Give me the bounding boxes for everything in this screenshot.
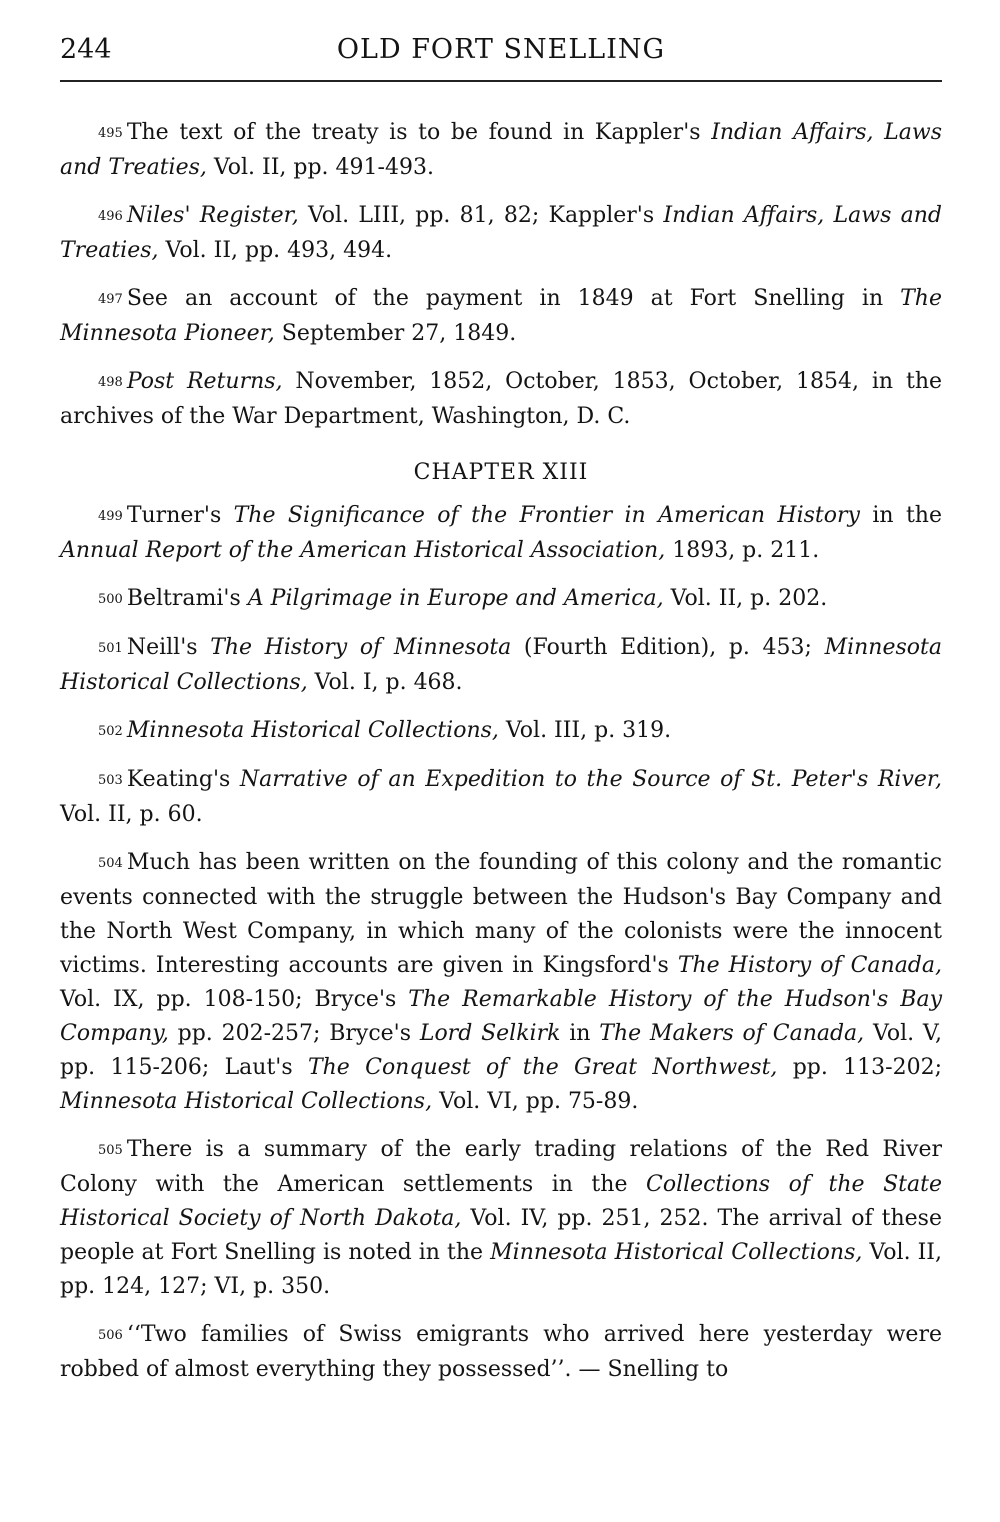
footnote-number: 497 xyxy=(98,292,123,307)
footnote xyxy=(60,365,942,434)
footnote xyxy=(60,631,942,700)
footnote xyxy=(60,116,942,185)
footnote xyxy=(60,714,942,749)
footnote-number: 500 xyxy=(98,592,123,607)
footnote-text: November, 1852, October, 1853, October, 1854, in the archives of the War Department, Washington, D. C. xyxy=(60,369,943,429)
footnote-italic-text: The Makers of Canada, xyxy=(599,1021,865,1046)
footnote-number: 504 xyxy=(98,856,123,871)
footnote-number: 503 xyxy=(98,773,123,788)
footnote-text: in the xyxy=(859,503,942,528)
footnote-text: Vol. V, pp. 115-206; Laut's xyxy=(60,1021,942,1080)
footnote-number: 495 xyxy=(98,126,123,141)
footnote xyxy=(60,1133,942,1304)
footnote-text: Vol. VI, pp. 75-89. xyxy=(432,1089,639,1114)
footnote-text: There is a summary of the early trading relations of the Red River Colony with the American settlements in the xyxy=(60,1137,942,1197)
footnote-number: 502 xyxy=(98,724,123,739)
footnote-number: 498 xyxy=(98,375,123,390)
footnote-text: Vol. II, p. 60. xyxy=(60,802,203,827)
footnote-italic-text: A Pilgrimage in Europe and America, xyxy=(247,586,664,611)
footnote xyxy=(60,763,942,832)
footnote-text: 1893, p. 211. xyxy=(665,538,820,563)
footnotes xyxy=(60,116,942,1387)
footnote-italic-text: Narrative of an Expedition to the Source of St. Peter's River, xyxy=(239,767,942,792)
footnote-text: Much has been written on the founding of this colony and the romantic events connected with the struggle between the Hudson's Bay Company and the North West Company, in which many of the colonists were the innocent victims. Interesting accounts are given in Kingsford's xyxy=(60,850,942,978)
footnote-number: 506 xyxy=(98,1328,123,1343)
footnote-italic-text: Post Returns, xyxy=(126,369,283,394)
footnote-italic-text: The History of Minnesota xyxy=(210,635,512,660)
page-number: 244 xyxy=(60,34,112,65)
footnote-number: 501 xyxy=(98,641,123,656)
footnote-text: ‘‘Two families of Swiss emigrants who arrived here yesterday were robbed of almost everything they possessed’’. — Snelling to xyxy=(60,1322,942,1382)
footnote-text: pp. 202-257; Bryce's xyxy=(168,1021,420,1046)
footnote-text: Vol. II, pp. 124, 127; VI, p. 350. xyxy=(60,1240,942,1299)
footnote-italic-text: Minnesota Historical Collections, xyxy=(60,635,942,695)
footnote xyxy=(60,199,942,268)
footnote-italic-text: The Minnesota Pioneer, xyxy=(60,286,942,346)
footnote-italic-text: The Significance of the Frontier in American History xyxy=(233,503,860,528)
footnote-italic-text: Minnesota Historical Collections, xyxy=(60,1089,433,1114)
footnote-italic-text: Collections of the State Historical Society of North Dakota, xyxy=(60,1172,942,1231)
footnote-text: Keating's xyxy=(126,767,240,792)
footnote xyxy=(60,282,942,351)
footnote-text: September 27, 1849. xyxy=(274,321,517,346)
footnote-text: Vol. II, pp. 491-493. xyxy=(206,155,434,180)
footnote-text: Vol. IX, pp. 108-150; Bryce's xyxy=(60,987,409,1012)
footnote-text: See an account of the payment in 1849 at Fort Snelling in xyxy=(126,286,901,311)
footnote-text: Vol. LIII, pp. 81, 82; Kappler's xyxy=(298,203,664,228)
footnote-text: Vol. II, pp. 493, 494. xyxy=(158,238,393,263)
footnote-text: Vol. III, p. 319. xyxy=(498,718,672,743)
footnote-number: 496 xyxy=(98,209,123,224)
footnote-italic-text: Minnesota Historical Collections, xyxy=(126,718,499,743)
footnote-italic-text: Niles' Register, xyxy=(126,203,299,228)
book-page xyxy=(60,28,942,1401)
footnote-number: 505 xyxy=(98,1143,123,1158)
footnote-text: pp. 113-202; xyxy=(777,1055,942,1080)
footnote xyxy=(60,499,942,568)
footnote-text: Turner's xyxy=(126,503,234,528)
footnote-text: Vol. II, p. 202. xyxy=(663,586,828,611)
footnote-italic-text: Indian Affairs, Laws and Treaties, xyxy=(60,203,942,263)
footnote-italic-text: Minnesota Historical Collections, xyxy=(490,1240,863,1265)
page-header xyxy=(60,28,942,82)
footnote xyxy=(60,582,942,617)
footnote-italic-text: The Remarkable History of the Hudson's Bay Company, xyxy=(60,987,943,1046)
running-title: OLD FORT SNELLING xyxy=(336,34,666,65)
footnote-text: Vol. IV, pp. 251, 252. The arrival of these people at Fort Snelling is noted in the xyxy=(60,1206,942,1265)
footnote-text: Beltrami's xyxy=(126,586,248,611)
footnote-italic-text: The Conquest of the Great Northwest, xyxy=(307,1055,778,1080)
chapter-heading: CHAPTER XIII xyxy=(413,460,589,485)
footnote-italic-text: Lord Selkirk xyxy=(419,1021,561,1046)
footnote-italic-text: Indian Affairs, Laws and Treaties, xyxy=(60,120,943,180)
footnote-italic-text: The History of Canada, xyxy=(677,953,942,978)
footnotes-chapter-xii xyxy=(60,116,942,434)
footnote xyxy=(60,846,942,1119)
footnote-number: 499 xyxy=(98,509,123,524)
footnotes-chapter-xiii xyxy=(60,499,942,1387)
footnote-italic-text: Annual Report of the American Historical Association, xyxy=(60,538,666,563)
footnote xyxy=(60,1318,942,1387)
footnote-text: Vol. I, p. 468. xyxy=(307,670,463,695)
footnote-text: in xyxy=(560,1021,600,1046)
footnote-text: Neill's xyxy=(126,635,211,660)
footnote-text: (Fourth Edition), p. 453; xyxy=(511,635,825,660)
footnote-text: The text of the treaty is to be found in Kappler's xyxy=(126,120,712,145)
